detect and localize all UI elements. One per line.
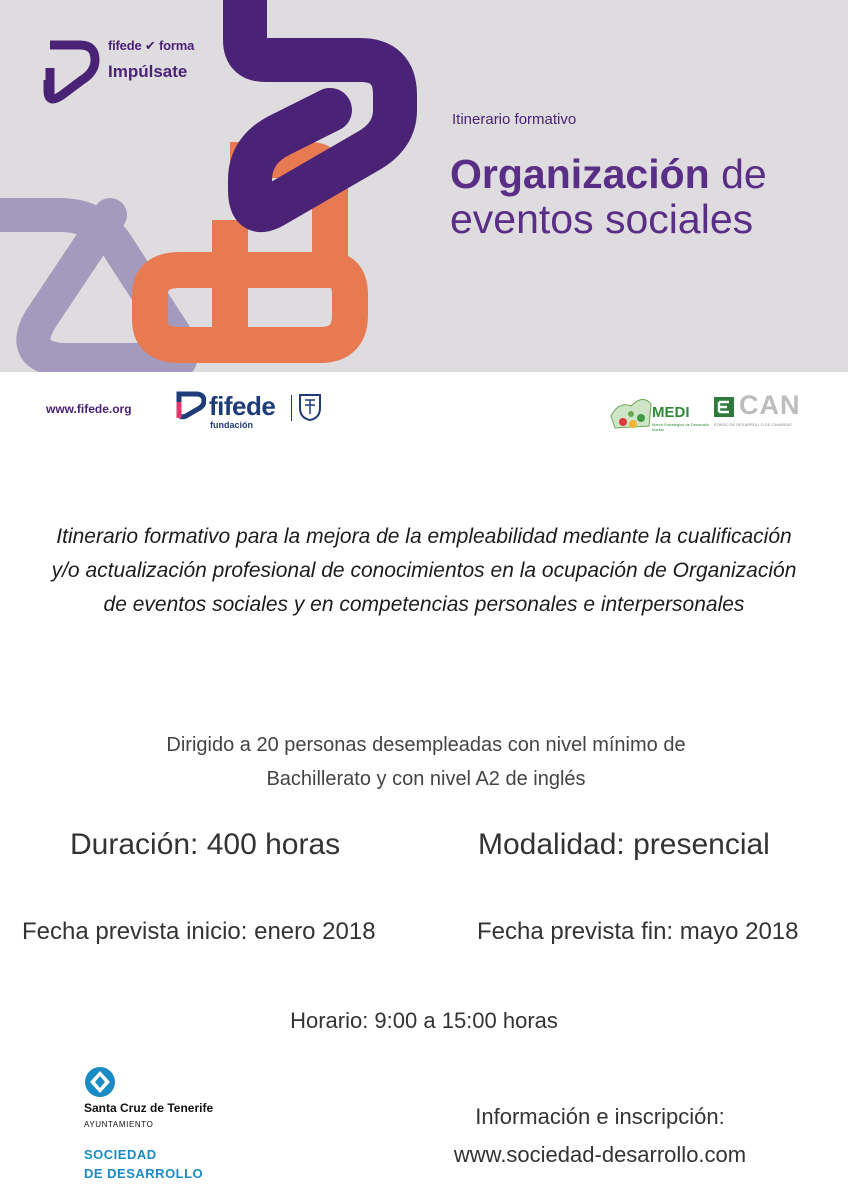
- fecha-fin-text: Fecha prevista fin: mayo 2018: [477, 918, 799, 945]
- santa-cruz-emblem-icon: [84, 1066, 116, 1098]
- can-logo-sub: FONDO DE DESARROLLO DE CANARIAS: [714, 422, 792, 427]
- horario-text: Horario: 9:00 a 15:00 horas: [290, 1008, 558, 1033]
- medi-logo-icon: [609, 386, 653, 436]
- title-bold: Organización: [450, 151, 710, 197]
- sociedad-line-1: SOCIEDAD: [84, 1147, 157, 1162]
- title-rest: de: [721, 151, 767, 197]
- medi-logo-text: MEDI: [652, 404, 690, 421]
- modalidad-text: Modalidad: presencial: [478, 828, 770, 861]
- fifede-logo-text: fifede: [209, 391, 276, 421]
- brand-impulsate-text: Impúlsate: [108, 62, 188, 81]
- kicker-text: Itinerario formativo: [452, 111, 577, 128]
- impulsate-brand: [108, 38, 194, 82]
- duracion-text: Duración: 400 horas: [70, 828, 341, 861]
- header-banner: [0, 0, 848, 372]
- medi-logo-sub: Marco Estratégico de Desarrollo Insular: [652, 422, 710, 432]
- brand-fifede-text: fifede: [108, 38, 142, 53]
- intro-paragraph: Itinerario formativo para la mejora de la empleabilidad mediante la cualificación y/o actualización profesional de conocimientos en la ocupación de Organización de eventos sociales y en competencias personales e interpersonales: [51, 525, 797, 616]
- info-block: [410, 1098, 790, 1174]
- info-label: Información e inscripción:: [475, 1104, 725, 1129]
- sociedad-desarrollo-logo: [84, 1145, 203, 1183]
- can-logo-text: CAN: [739, 390, 801, 420]
- sociedad-line-2: DE DESARROLLO: [84, 1166, 204, 1181]
- title-line2: eventos sociales: [450, 196, 754, 242]
- cabildo-shield-icon: [298, 392, 322, 422]
- fifede-website-link[interactable]: www.fifede.org: [46, 402, 132, 416]
- target-line-1: Dirigido a 20 personas desempleadas con nivel mínimo de: [166, 734, 686, 756]
- logo-divider: [291, 395, 292, 421]
- sponsor-logos-row: [0, 372, 848, 450]
- fecha-inicio-text: Fecha prevista inicio: enero 2018: [22, 918, 376, 945]
- target-audience: [60, 728, 792, 796]
- brand-forma-text: forma: [159, 38, 195, 53]
- ayuntamiento-label: AYUNTAMIENTO: [84, 1120, 154, 1129]
- fdcan-logo-icon: [713, 396, 735, 418]
- page-title: [450, 152, 767, 242]
- fifede-logo-sub: fundación: [210, 420, 253, 430]
- city-name: Santa Cruz de Tenerife: [84, 1101, 214, 1115]
- info-url-link[interactable]: www.sociedad-desarrollo.com: [453, 1142, 747, 1167]
- fifede-logo-icon: [176, 390, 206, 420]
- check-icon: ✔: [144, 38, 156, 53]
- target-line-2: Bachillerato y con nivel A2 de inglés: [266, 768, 586, 790]
